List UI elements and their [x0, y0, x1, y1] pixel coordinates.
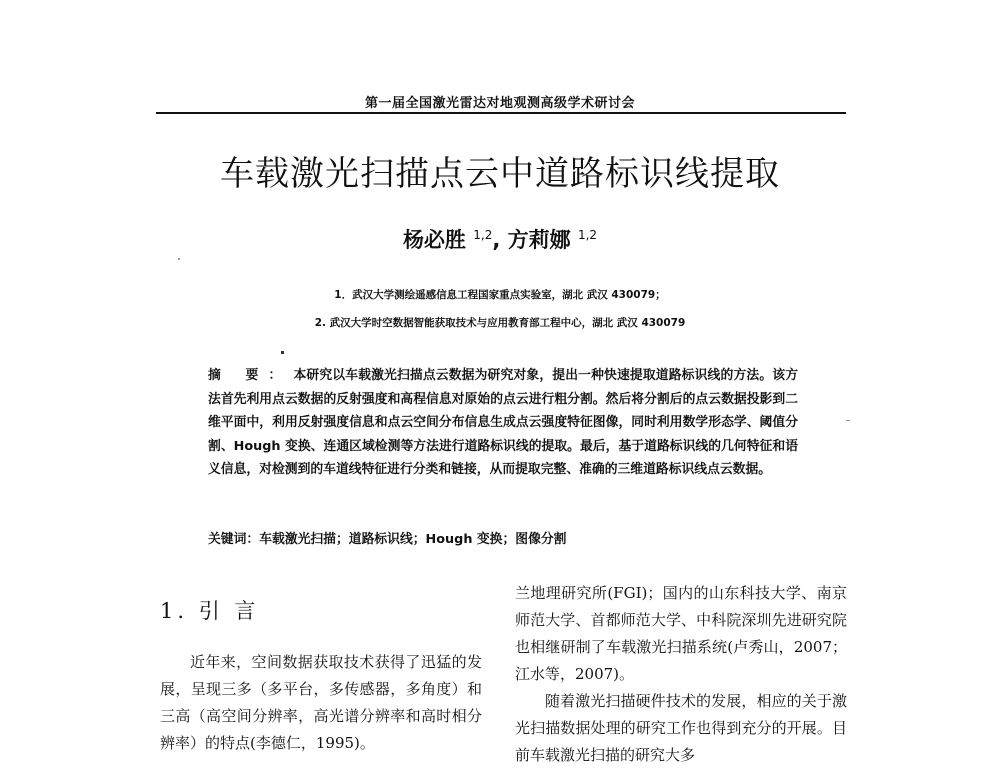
- paragraph: 随着激光扫描硬件技术的发展，相应的关于激光扫描数据处理的研究工作也得到充分的开展。目前车载激光扫描的研究大多: [515, 692, 847, 764]
- header-rule: [156, 112, 846, 114]
- left-column: [160, 649, 482, 757]
- paper-title: 车载激光扫描点云中道路标识线提取: [220, 154, 780, 194]
- paragraph: 近年来，空间数据获取技术获得了迅猛的发展，呈现三多（多平台，多传感器，多角度）和三高（高空间分辨率，高光谱分辨率和高时相分辨率）的特点(李德仁，1995)。: [160, 653, 482, 752]
- affiliation-1: 1．武汉大学测绘遥感信息工程国家重点实验室，湖北 武汉 430079；: [334, 289, 666, 301]
- right-column: [515, 580, 847, 769]
- conference-header: 第一届全国激光雷达对地观测高级学术研讨会: [364, 96, 635, 111]
- abstract-label: 摘 要：: [208, 368, 292, 383]
- affiliation-2: 2. 武汉大学时空数据智能获取技术与应用教育部工程中心，湖北 武汉 430079: [314, 317, 686, 329]
- stray-mark: [178, 258, 180, 260]
- author-separator: ,: [492, 228, 501, 252]
- author-affiliation-marks: 1,2: [473, 228, 493, 242]
- stray-mark: [846, 420, 850, 421]
- keywords-text: 车载激光扫描；道路标识线；Hough 变换；图像分割: [259, 532, 567, 547]
- author-list: [100, 224, 900, 254]
- author-affiliation-marks: 1,2: [577, 228, 598, 242]
- keywords-label: 关键词：: [208, 532, 260, 547]
- section-heading: 1. 引 言: [160, 599, 260, 623]
- keywords: [208, 528, 798, 547]
- stray-dot: [281, 351, 284, 354]
- author-name: 方莉娜: [507, 228, 571, 252]
- abstract: [208, 364, 798, 482]
- paragraph: 兰地理研究所(FGI)；国内的山东科技大学、南京师范大学、首都师范大学、中科院深圳先进研究院也相继研制了车载激光扫描系统(卢秀山，2007；江水等，2007)。: [515, 584, 847, 683]
- abstract-text: 本研究以车载激光扫描点云数据为研究对象，提出一种快速提取道路标识线的方法。该方法首先利用点云数据的反射强度和高程信息对原始的点云进行粗分割。然后将分割后的点云数据投影到二维平面中，利用反射强度信息和点云空间分布信息生成点云强度特征图像，同时利用数学形态学、阈值分割、Hough 变换、连通区域检测等方法进行道路标识线的提取。最后，基于道路标识线的几何特征和语义信息，对检测到的车道线特征进行分类和链接，从而提取完整、准确的三维道路标识线点云数据。: [208, 368, 799, 477]
- author-name: 杨必胜: [402, 228, 466, 252]
